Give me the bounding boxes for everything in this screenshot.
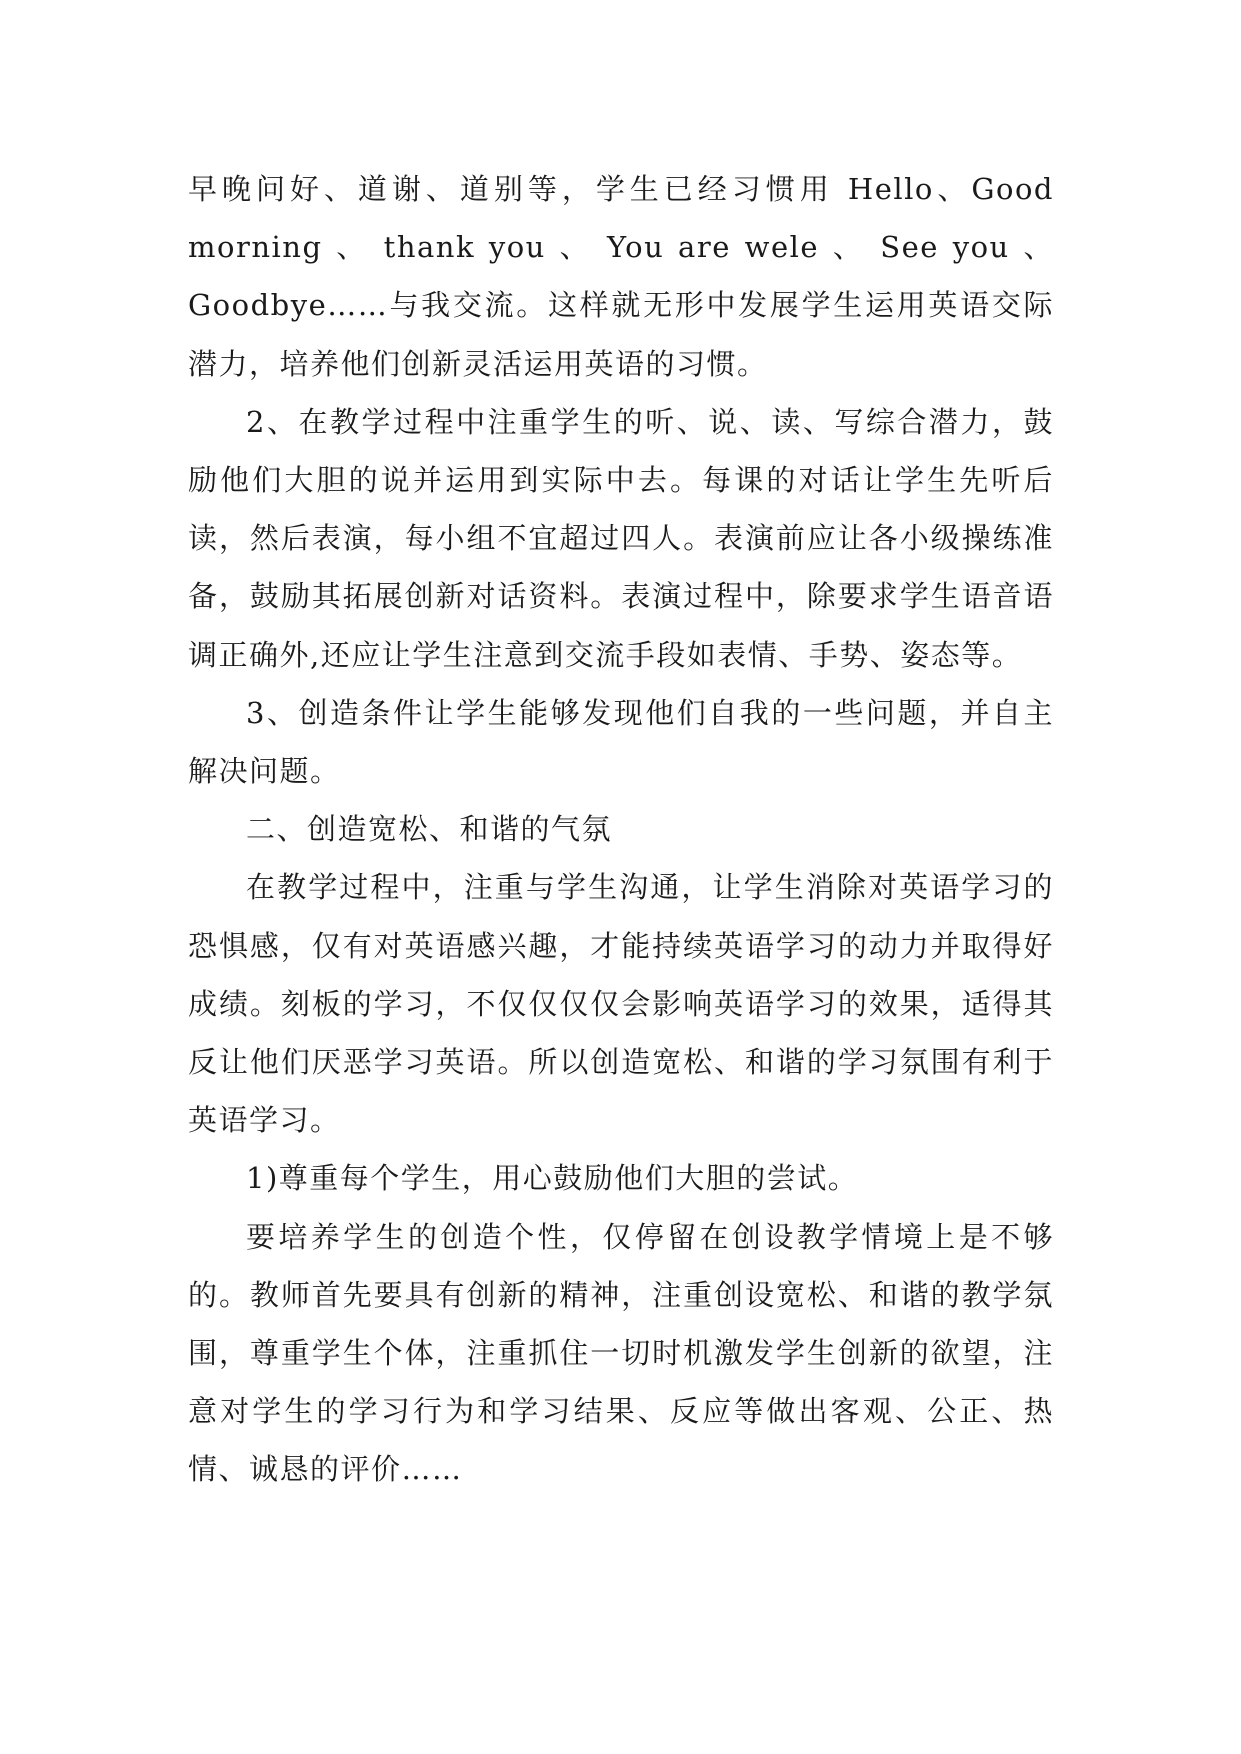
paragraph-creativity: 要培养学生的创造个性，仅停留在创设教学情境上是不够的。教师首先要具有创新的精神，注重创设宽松、和谐的教学氛围，尊重学生个体，注重抓住一切时机激发学生创新的欲望，注意对学生的学习行为和学习结果、反应等做出客观、公正、热情、诚恳的评价…… xyxy=(188,1219,1054,1487)
document-body xyxy=(188,160,1054,1499)
section-heading-2: 二、创造宽松、和谐的气氛 xyxy=(246,812,613,847)
paragraph-atmosphere: 在教学过程中，注重与学生沟通，让学生消除对英语学习的恐惧感，仅有对英语感兴趣，才能持续英语学习的动力并取得好成绩。刻板的学习，不仅仅仅仅会影响英语学习的效果，适得其反让他们厌恶学习英语。所以创造宽松、和谐的学习氛围有利于英语学习。 xyxy=(188,870,1054,1138)
paragraph-point-2: 2、在教学过程中注重学生的听、说、读、写综合潜力，鼓励他们大胆的说并运用到实际中去。每课的对话让学生先听后读，然后表演，每小组不宜超过四人。表演前应让各小级操练准备，鼓励其拓展创新对话资料。表演过程中，除要求学生语音语调正确外,还应让学生注意到交流手段如表情、手势、姿态等。 xyxy=(188,404,1054,672)
subheading-respect: 1)尊重每个学生，用心鼓励他们大胆的尝试。 xyxy=(246,1161,859,1196)
paragraph-greetings: 早晚问好、道谢、道别等，学生已经习惯用 Hello、Good morning 、 thank you 、 You are wele 、 See you 、 Goodbye……与我交流。这样就无形中发展学生运用英语交际潜力，培养他们创新灵活运用英语的习惯。 xyxy=(188,172,1054,381)
paragraph-point-3: 3、创造条件让学生能够发现他们自我的一些问题，并自主解决问题。 xyxy=(188,695,1054,789)
